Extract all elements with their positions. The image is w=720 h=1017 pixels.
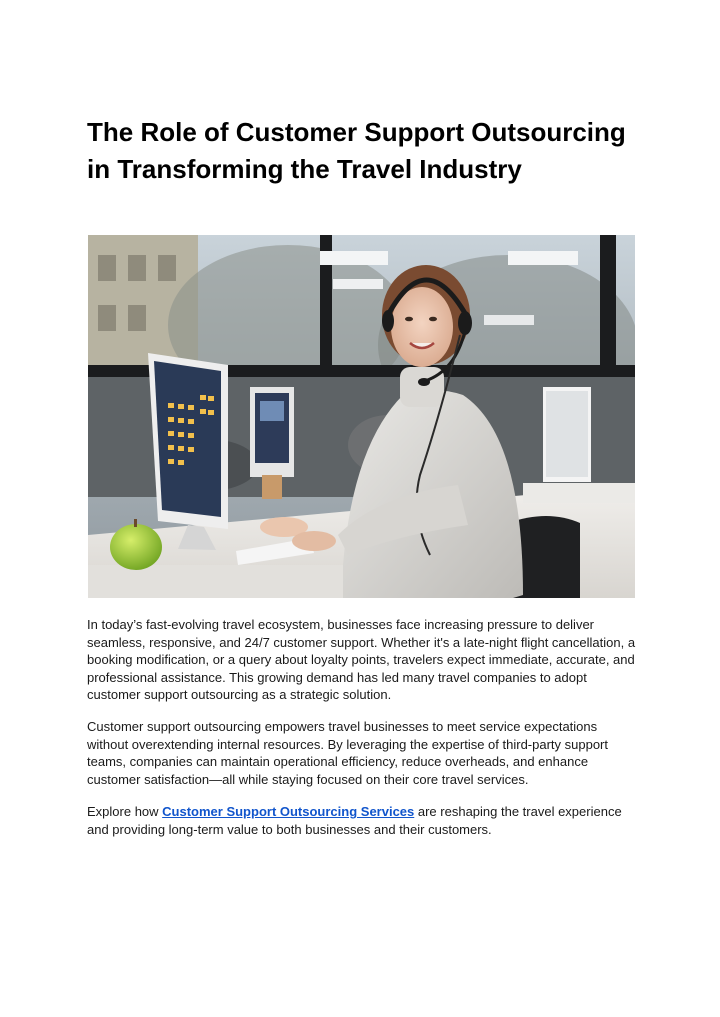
closing-text-after: are reshaping the travel experience and providing long-term value to both businesses and their customers. [87,804,622,837]
customer-support-outsourcing-link[interactable]: Customer Support Outsourcing Services [162,804,415,819]
closing-paragraph [87,803,639,838]
hero-photo-customer-support-agent [88,235,635,598]
closing-text-before: Explore how [87,804,163,819]
page-title: The Role of Customer Support Outsourcing in Transforming the Travel Industry [87,117,626,184]
intro-paragraph: In today’s fast-evolving travel ecosystem, businesses face increasing pressure to deliver seamless, responsive, and 24/7 customer support. Whether it's a late-night flight cancellation, a booking modification, or a query about loyalty points, travelers expect immediate, accurate, and professional assistance. This growing demand has led many travel companies to adopt customer support outsourcing as a strategic solution. [87,617,636,702]
benefits-paragraph: Customer support outsourcing empowers travel businesses to meet service expectations without overextending internal resources. By leveraging the expertise of third-party support teams, companies can maintain operational efficiency, reduce overheads, and enhance customer satisfaction—all while staying focused on their core travel services. [87,719,609,787]
